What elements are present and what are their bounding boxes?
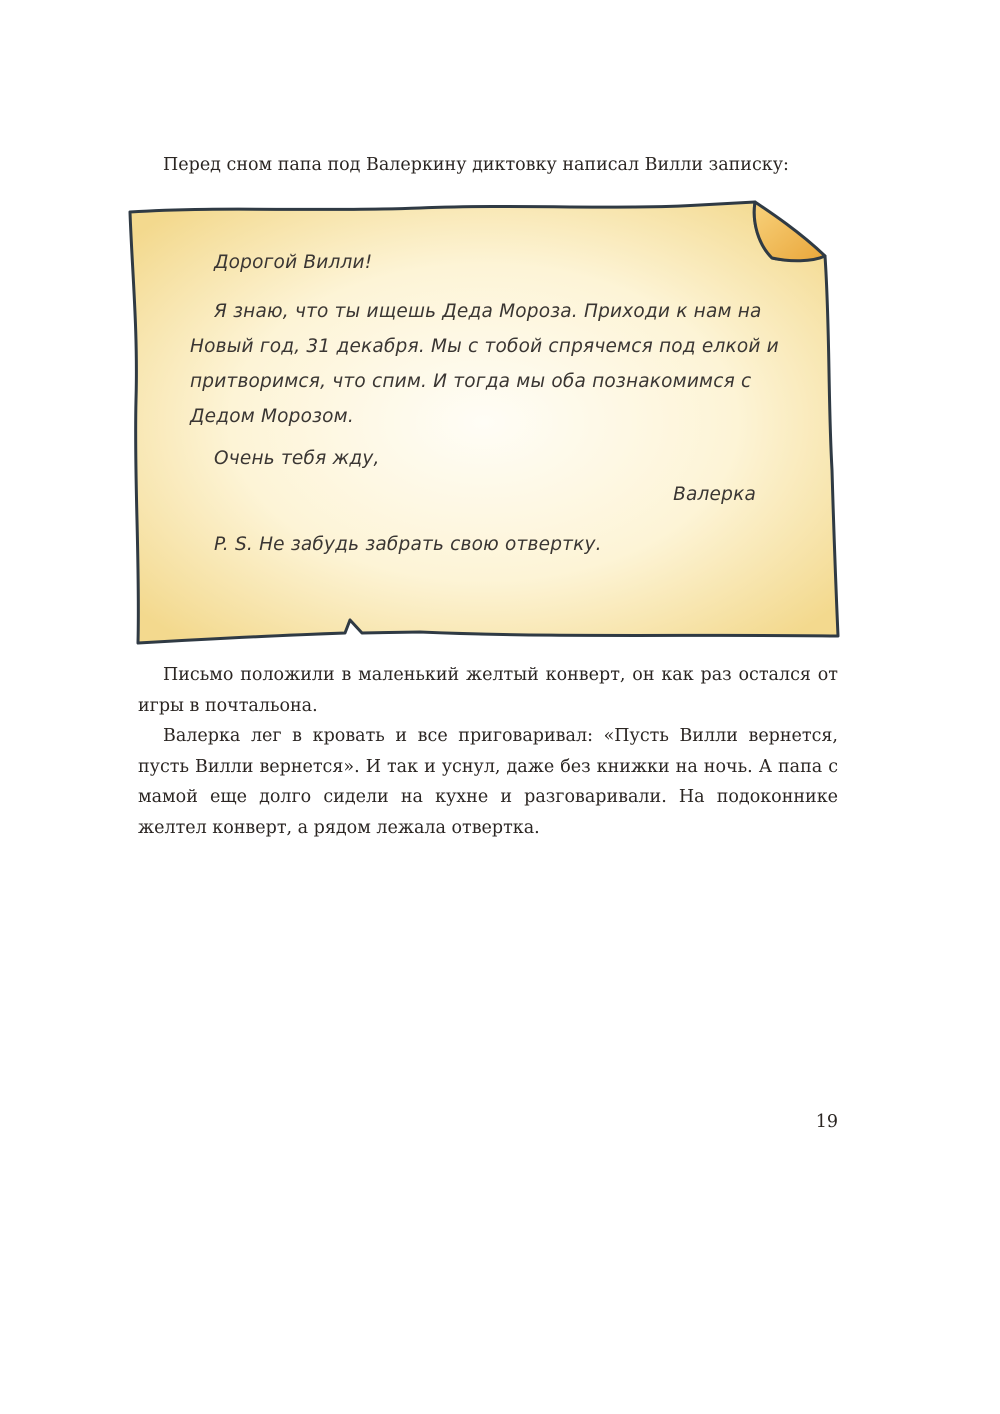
note-postscript: P. S. Не забудь забрать свою отвертку. [214,534,602,555]
paragraph: Валерка лег в кровать и все приговаривал: «Пусть Вилли вернется, пусть Вилли вернется». И так и уснул, даже без книжки на ночь. А папа с мамой еще долго сидели на кухне и разговаривали. На подоконнике желтел конверт, а рядом лежала отвертка. [138,726,838,838]
page-number: 19 [815,1112,838,1132]
paragraph: Письмо положили в маленький желтый конверт, он как раз остался от игры в почтальона. [138,665,838,716]
note-signature: Валерка [673,484,756,505]
story-text [138,660,838,843]
intro-line: Перед сном папа под Валеркину диктовку написал Вилли записку: [163,155,789,175]
note-closing: Очень тебя жду, [214,448,380,469]
note-body: Я знаю, что ты ищешь Деда Мороза. Приходи к нам на Новый год, 31 декабря. Мы с тобой спрячемся под елкой и притворимся, что спим. И тогда мы оба познакомимся с Дедом Морозом. [190,301,779,427]
note-greeting: Дорогой Вилли! [214,252,373,273]
